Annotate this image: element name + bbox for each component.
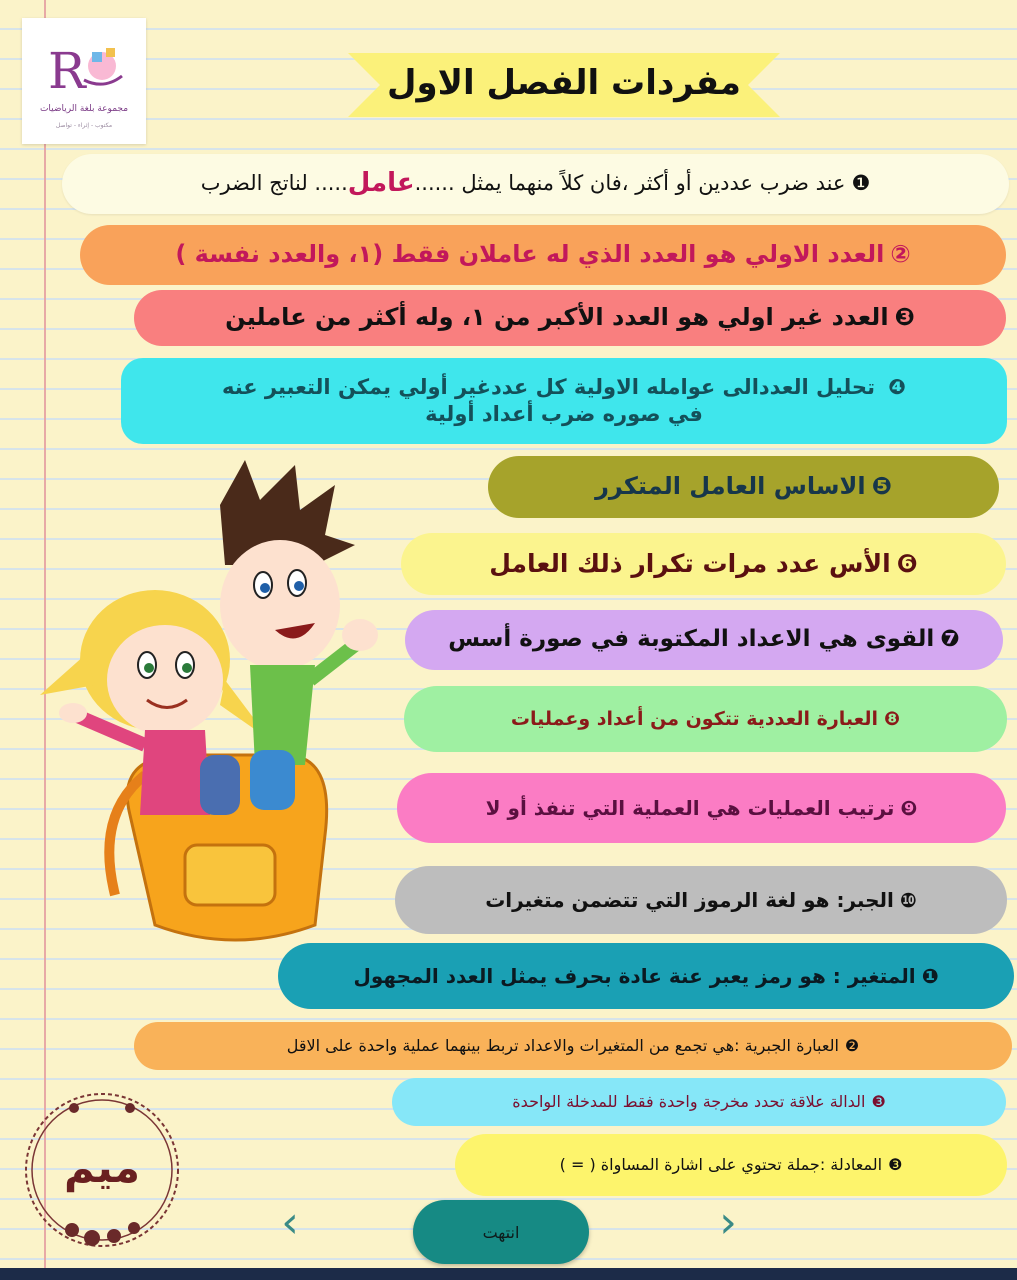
item-text: ترتيب العمليات هي العملية التي تنفذ أو لا	[485, 796, 895, 820]
item-number: ❽	[884, 707, 901, 730]
kids-illustration	[35, 455, 395, 955]
item-number: ❼	[940, 626, 960, 653]
item-text: المتغير : هو رمز يعبر عنة عادة بحرف يمثل العدد المجهول	[353, 964, 916, 988]
item-number: ❹	[888, 374, 907, 399]
item-text: الدالة علاقة تحدد مخرجة واحدة فقط للمدخلة الواحدة	[512, 1091, 866, 1111]
signature-wreath	[12, 1080, 192, 1260]
definition-item-6	[401, 533, 1006, 595]
logo	[22, 18, 146, 144]
item-number: ❶	[851, 171, 871, 196]
definition-item-2	[80, 225, 1006, 285]
item-text: الاساس العامل المتكرر	[595, 472, 866, 501]
page-title: مفردات الفصل الاول	[387, 63, 741, 103]
item-number: ❸	[871, 1091, 886, 1111]
item-text: المعادلة :جملة تحتوي على اشارة المساواة ( = )	[559, 1154, 883, 1174]
item-number: ❺	[871, 472, 892, 501]
finish-button[interactable]: انتهت	[413, 1200, 589, 1264]
item-number: ❶	[921, 964, 939, 988]
item-text-line2: في صوره ضرب أعداد أولية	[425, 402, 703, 426]
definition-item-3	[134, 290, 1006, 346]
definition-item-1	[62, 154, 1009, 214]
item-text: تحليل العددالى عوامله الاولية كل عددغير أولي يمكن التعبير عنه	[221, 374, 875, 399]
definition-item-12	[134, 1022, 1012, 1070]
signature-text: ميم	[63, 1143, 141, 1192]
item-number: ❸	[888, 1154, 903, 1174]
item-text: العدد غير اولي هو العدد الأكبر من ١، وله أكثر من عاملين	[225, 303, 889, 332]
item-suffix: ..... لناتج الضرب	[200, 171, 348, 196]
item-number: ❿	[899, 888, 917, 912]
logo-subtext: مكتوب - إثراء - تواصل	[55, 122, 113, 129]
definition-item-8	[404, 686, 1007, 752]
definition-item-13	[392, 1078, 1006, 1126]
definition-item-4	[121, 358, 1007, 444]
item-number: ❷	[844, 1035, 860, 1055]
item-number: ❻	[896, 548, 918, 578]
definition-item-5	[488, 456, 999, 518]
logo-text: مجموعة بلغة الرياضيات	[39, 104, 129, 114]
item-number: ❾	[900, 796, 918, 820]
item-number: ②	[890, 240, 911, 269]
chevron-right-icon[interactable]: ›	[719, 1197, 737, 1248]
definition-item-10	[395, 866, 1007, 934]
title-banner	[348, 45, 780, 125]
item-text: القوى هي الاعداد المكتوبة في صورة أسس	[448, 626, 935, 653]
svg-text:R: R	[48, 42, 86, 100]
definition-item-9	[397, 773, 1006, 843]
definition-item-7	[405, 610, 1003, 670]
item-text: العبارة الجبرية :هي تجمع من المتغيرات والاعداد تربط بينهما عملية واحدة على الاقل	[286, 1035, 839, 1055]
item-text: الجبر: هو لغة الرموز التي تتضمن متغيرات	[485, 888, 894, 912]
item-text: العبارة العددية تتكون من أعداد وعمليات	[510, 707, 879, 730]
item-text: العدد الاولي هو العدد الذي له عاملان فقط (١، والعدد نفسة )	[175, 240, 885, 269]
chevron-left-icon[interactable]: ‹	[281, 1197, 299, 1248]
item-number: ❸	[894, 303, 915, 332]
item-text: الأس عدد مرات تكرار ذلك العامل	[489, 548, 891, 578]
item-highlight: عامل	[347, 168, 415, 199]
item-text: عند ضرب عددين أو أكثر ،فان كلاً منهما يمثل ......	[414, 171, 846, 196]
definition-item-14	[455, 1134, 1007, 1196]
bottom-bar	[0, 1268, 1017, 1280]
